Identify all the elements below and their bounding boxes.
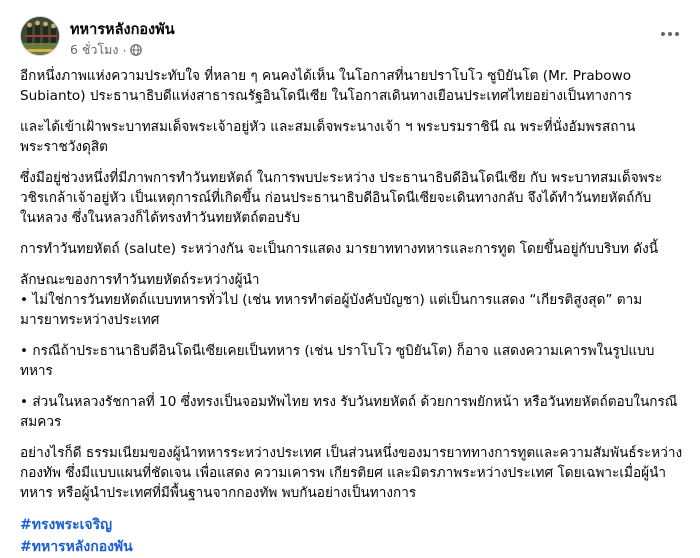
more-dot (675, 32, 679, 36)
post-body (20, 66, 684, 558)
post-timestamp[interactable]: 6 ชั่วโมง (70, 42, 119, 57)
list-heading: ลักษณะของการทำวันทยหัตถ์ระหว่างผู้นำ (20, 272, 260, 288)
post-paragraph: อีกหนึ่งภาพแห่งความประทับใจ ที่หลาย ๆ คนคงได้เห็น ในโอกาสที่นายปราโบโว ซูบิยันโต (Mr. Prabowo Subianto) ประธานาธิบดีแห่งสาธารณรัฐอินโดนีเซีย ในโอกาสเดินทางเยือนประเทศไทยอย่างเป็นทางการ (20, 68, 632, 104)
hashtag-list (20, 514, 684, 558)
globe-icon[interactable] (130, 44, 142, 56)
post-meta (70, 40, 142, 60)
post-paragraph: ซึ่งมีอยู่ช่วงหนึ่งที่มีภาพการทำวันทยหัตถ์ ในการพบปะระหว่าง ประธานาธิบดีอินโดนีเซีย กับ พระบาทสมเด็จพระวชิรเกล้าเจ้าอยู่หัว เป็นเหตุการณ์ที่เกิดขึ้น ก่อนประธานาธิบดีอินโดนีเซียจะเดินทางกลับ จึงได้ทำวันทยหัตถ์กับในหลวง ซึ่งในหลวงก็ได้ทรงทำวันทยหัตถ์ตอบรับ (20, 170, 663, 226)
bullet-item: • ส่วนในหลวงรัชกาลที่ 10 ซึ่งทรงเป็นจอมทัพไทย ทรง รับวันทยหัตถ์ ด้วยการพยักหน้า หรือวันทยหัตถ์ตอบในกรณีสมควร (20, 394, 678, 430)
more-dot (661, 32, 665, 36)
closing-paragraph: อย่างไรก็ดี ธรรมเนียมของผู้นำทหารระหว่างประเทศ เป็นส่วนหนึ่งของมารยาททางการทูตและความสัมพันธ์ระหว่างกองทัพ ซึ่งมีแบบแผนที่ชัดเจน เพื่อแสดง ความเคารพ เกียรติยศ และมิตรภาพระหว่างประเทศ โดยเฉพาะเมื่อผู้นำทหาร หรือผู้นำประเทศที่มีพื้นฐานจากกองทัพ พบกันอย่างเป็นทางการ (20, 445, 683, 501)
bullet-item: • ไม่ใช่การวันทยหัตถ์แบบทหารทั่วไป (เช่น ทหารทำต่อผู้บังคับบัญชา) แต่เป็นการแสดง “เกียรติสูงสุด” ตามมารยาทระหว่างประเทศ (20, 292, 643, 328)
author-name[interactable]: ทหารหลังกองพัน (70, 22, 175, 38)
meta-separator: · (122, 42, 127, 58)
avatar-image (21, 17, 60, 56)
post-header (20, 12, 684, 62)
avatar[interactable] (20, 16, 60, 56)
bullet-item: • กรณีถ้าประธานาธิบดีอินโดนีเซียเคยเป็นทหาร (เช่น ปราโบโว ซูบิยันโต) ก็อาจ แสดงความเคารพในรูปแบบทหาร (20, 343, 655, 379)
more-options-icon[interactable] (656, 22, 684, 46)
post-paragraph: การทำวันทยหัตถ์ (salute) ระหว่างกัน จะเป็นการแสดง มารยาททางทหารและการทูต โดยขึ้นอยู่กับบริบท ดังนี้ (20, 241, 659, 257)
hashtag-link[interactable]: #ทรงพระเจริญ (20, 517, 113, 533)
post-paragraph: และได้เข้าเฝ้าพระบาทสมเด็จพระเจ้าอยู่หัว และสมเด็จพระนางเจ้า ฯ พระบรมราชินี ณ พระที่นั่งอัมพรสถาน พระราชวังดุสิต (20, 119, 636, 155)
hashtag-link[interactable]: #ทหารหลังกองพัน (20, 539, 133, 555)
more-dot (668, 32, 672, 36)
